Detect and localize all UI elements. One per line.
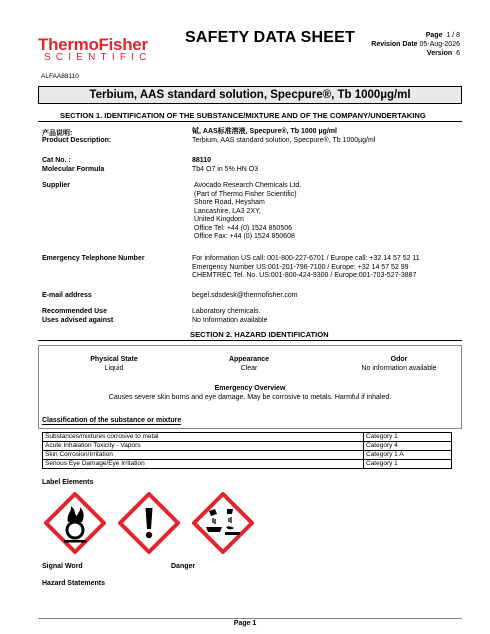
signal-word-value: Danger — [171, 563, 196, 570]
appearance-label: Appearance — [228, 356, 270, 363]
footer-divider — [38, 618, 462, 619]
email-label: E-mail address — [42, 292, 92, 299]
section2-divider — [38, 340, 462, 341]
product-description-label: Product Description: — [42, 137, 112, 144]
supplier-line: Office Tel: +44 (0) 1524 850506 — [194, 224, 293, 232]
classification-name: Acute Inhalation Toxicity - Vapors — [43, 442, 364, 451]
physical-state-label: Physical State — [90, 356, 138, 363]
emergency-line: For information US call: 001-800-227-6701 / Europe call: +32 14 57 52 11 — [192, 255, 420, 262]
classification-title: Classification of the substance or mixture — [42, 417, 182, 424]
uses-advised-against-label: Uses advised against — [42, 317, 114, 324]
classification-category: Category 1 — [364, 433, 452, 442]
supplier-line: Office Fax: +44 (0) 1524 850608 — [194, 233, 295, 240]
version-value: 6 — [456, 50, 460, 57]
page-value: 1 / 8 — [446, 32, 460, 39]
classification-table — [42, 432, 452, 469]
cn-description-value: 铽, AAS标准溶液, Specpure®, Tb 1000 µg/ml — [192, 128, 337, 135]
emergency-phone-label: Emergency Telephone Number — [42, 255, 145, 262]
classification-name: Serious Eye Damage/Eye Irritation — [43, 460, 364, 469]
classification-category: Category 4 — [364, 442, 452, 451]
supplier-line: Avocado Research Chemicals Ltd. — [194, 182, 302, 189]
emergency-overview-label: Emergency Overview — [214, 385, 286, 392]
classification-name: Substances/mixtures corrosive to metal — [43, 433, 364, 442]
classification-category: Category 1 — [364, 460, 452, 469]
emergency-overview-text: Causes severe skin burns and eye damage. May be corrosive to metals. Harmful if inhaled. — [108, 394, 392, 401]
document-meta — [371, 31, 460, 58]
physical-state-value: Liquid — [104, 365, 124, 372]
signal-word-label: Signal Word — [42, 563, 83, 570]
uses-advised-against-value: No Information available — [192, 317, 268, 324]
classification-name: Skin Corrosion/Irritation — [43, 451, 364, 460]
product-description-value: Terbium, AAS standard solution, Specpure®, Tb 1000µg/ml — [192, 137, 376, 144]
table-row — [43, 451, 452, 460]
table-row — [43, 460, 452, 469]
document-title: SAFETY DATA SHEET — [185, 29, 355, 46]
product-title-banner: Terbium, AAS standard solution, Specpure®, Tb 1000µg/ml — [38, 86, 462, 104]
cn-description-label: 产品说明: — [42, 130, 73, 137]
appearance-value: Clear — [240, 365, 258, 372]
supplier-address — [194, 182, 301, 242]
emergency-phone-values — [192, 255, 420, 281]
brand-logo-main: ThermoFisher — [38, 35, 148, 54]
supplier-line: Shore Road, Heysham — [194, 199, 265, 206]
supplier-label: Supplier — [42, 182, 71, 189]
table-row — [43, 442, 452, 451]
version-label: Version — [426, 50, 453, 57]
classification-category: Category 1 A — [364, 451, 452, 460]
odor-label: Odor — [390, 356, 408, 363]
document-code: ALFAA88110 — [41, 73, 79, 80]
cat-no-label: Cat No. : — [42, 157, 71, 164]
recommended-use-value: Laboratory chemicals. — [192, 308, 261, 315]
section1-title: SECTION 1. IDENTIFICATION OF THE SUBSTANCE/MIXTURE AND OF THE COMPANY/UNDERTAKING — [60, 111, 426, 120]
hazard-statements-label: Hazard Statements — [42, 580, 106, 587]
section2-title: SECTION 2. HAZARD IDENTIFICATION — [190, 330, 329, 339]
odor-value: No information available — [361, 365, 437, 372]
email-link[interactable]: begel.sdsdesk@thermofisher.com — [192, 292, 298, 299]
brand-logo-sub: SCIENTIFIC — [44, 52, 152, 63]
label-elements-title: Label Elements — [42, 479, 94, 486]
supplier-line: United Kingdom — [194, 216, 244, 223]
oxidizer-flame-over-circle-icon — [44, 492, 106, 554]
emergency-line: Emergency Number US:001-201-796-7100 / Europe: +32 14 57 52 99 — [192, 263, 409, 271]
revision-value: 05-Aug-2026 — [419, 41, 460, 48]
recommended-use-label: Recommended Use — [42, 308, 107, 315]
molecular-formula-label: Molecular Formula — [42, 166, 105, 173]
hazard-pictograms — [44, 492, 264, 556]
cat-no-value: 88110 — [192, 157, 212, 164]
corrosion-icon — [192, 492, 254, 554]
table-row — [43, 433, 452, 442]
supplier-line: (Part of Thermo Fisher Scientific) — [194, 190, 297, 198]
page-label: Page — [425, 32, 443, 39]
page-number-footer: Page 1 — [233, 620, 257, 627]
emergency-line: CHEMTREC Tel. No. US:001-800-424-9300 / Europe:001-703-527-3887 — [192, 272, 417, 279]
exclamation-mark-icon — [118, 492, 180, 554]
molecular-formula-value: Tb4 O7 in 5% HN O3 — [192, 166, 259, 173]
revision-label: Revision Date — [371, 41, 418, 48]
supplier-line: Lancashire, LA3 2XY, — [194, 207, 261, 215]
section1-divider — [38, 121, 462, 122]
